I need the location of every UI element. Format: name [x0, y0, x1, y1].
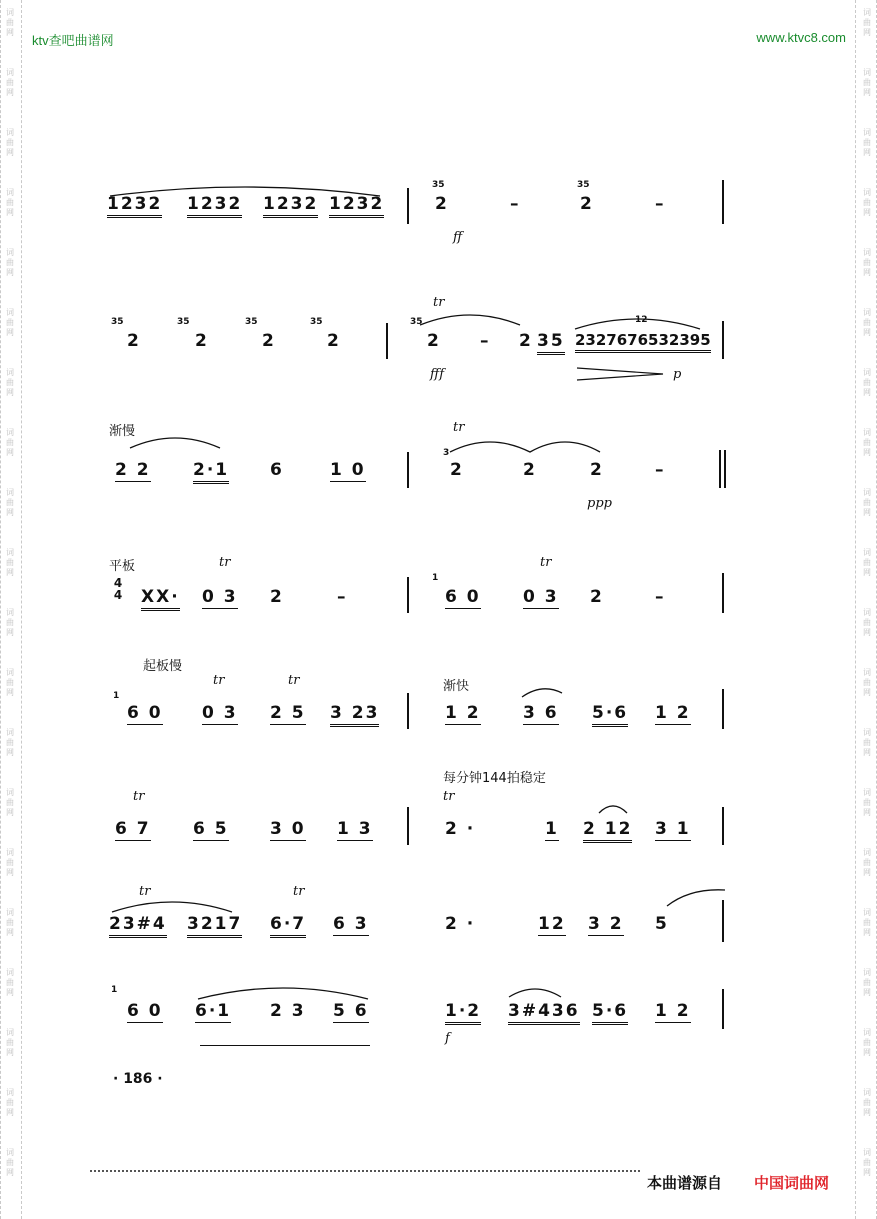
- note: 6: [270, 460, 284, 480]
- footer-source: 本曲谱源自: [647, 1174, 723, 1192]
- trill-mark: tr: [443, 789, 455, 804]
- grace-note: 3: [443, 448, 450, 458]
- note-group: 3 2: [588, 914, 624, 934]
- note: 2: [195, 331, 209, 351]
- score-row-6: [105, 765, 730, 845]
- note-group: 3 0: [270, 819, 306, 839]
- note-group: 6 3: [333, 914, 369, 934]
- note-group: 1 2: [655, 1001, 691, 1021]
- grace-note: 35: [577, 180, 590, 190]
- watermark-glyph: 词 曲 网: [863, 128, 871, 157]
- dash: –: [510, 194, 521, 214]
- site-url-right[interactable]: www.ktvc8.com: [756, 30, 846, 45]
- trill-mark: tr: [453, 420, 465, 435]
- note-group: 6·7: [270, 914, 306, 938]
- tempo-label: 平板: [109, 559, 136, 574]
- note-group: 1232: [263, 194, 318, 218]
- dash: –: [337, 587, 348, 607]
- note-group: 0 3: [523, 587, 559, 607]
- note: 2: [262, 331, 276, 351]
- score-row-7: [105, 880, 730, 960]
- note-group: 2 5: [270, 703, 306, 723]
- score-row-3: [105, 420, 730, 511]
- trill-mark: tr: [540, 555, 552, 570]
- note-run: 2327676532395: [575, 331, 711, 353]
- barline: [722, 989, 724, 1029]
- watermark-glyph: 词 曲 网: [6, 428, 14, 457]
- note: 2: [523, 460, 537, 480]
- note-group: 5·6: [592, 703, 628, 727]
- dynamic-mark: ppp: [587, 496, 612, 511]
- grace-note: 1: [111, 985, 118, 995]
- note-group: 0 3: [202, 587, 238, 607]
- watermark-glyph: 词 曲 网: [863, 428, 871, 457]
- note: 2 ·: [445, 914, 476, 934]
- score-row-5: [105, 655, 730, 735]
- watermark-glyph: 词 曲 网: [6, 728, 14, 757]
- note: 2: [580, 194, 594, 214]
- note-group: 3 23: [330, 703, 379, 727]
- note-group: 3#436: [508, 1001, 580, 1025]
- page-number: · 186 ·: [113, 1071, 163, 1087]
- note-group: 6 7: [115, 819, 151, 839]
- watermark-glyph: 词 曲 网: [6, 188, 14, 217]
- watermark-glyph: 词 曲 网: [863, 848, 871, 877]
- note-group: 5·6: [592, 1001, 628, 1025]
- barline: [722, 321, 724, 359]
- grace-note: 35: [177, 317, 190, 327]
- tempo-label: 起板慢: [143, 659, 183, 674]
- watermark-glyph: 词 曲 网: [863, 248, 871, 277]
- note-group: 3 6: [523, 703, 559, 723]
- note-group: 2 12: [583, 819, 632, 843]
- note: 2: [450, 460, 464, 480]
- watermark-glyph: 词 曲 网: [863, 488, 871, 517]
- watermark-glyph: 词 曲 网: [6, 308, 14, 337]
- trill-mark: tr: [433, 295, 445, 310]
- watermark-glyph: 词 曲 网: [863, 608, 871, 637]
- watermark-glyph: 词 曲 网: [863, 188, 871, 217]
- barline: [722, 900, 724, 942]
- score-row-4: [105, 555, 730, 635]
- footer-brand[interactable]: 中国词曲网: [754, 1174, 830, 1192]
- watermark-glyph: 词 曲 网: [6, 968, 14, 997]
- note: 2: [427, 331, 441, 351]
- grace-note: 35: [245, 317, 258, 327]
- note-group: 5 6: [333, 1001, 369, 1021]
- barline: [722, 573, 724, 613]
- note-group: XX·: [141, 587, 180, 611]
- trill-mark: tr: [213, 673, 225, 688]
- dynamic-mark: ff: [453, 230, 463, 245]
- note: 1: [545, 819, 559, 839]
- note-group: 35: [537, 331, 565, 355]
- note-group: 6 0: [445, 587, 481, 607]
- note-group: 1 3: [337, 819, 373, 839]
- note-group: 2 3: [270, 1001, 306, 1021]
- watermark-glyph: 词 曲 网: [863, 728, 871, 757]
- grace-note: 1: [113, 691, 120, 701]
- barline: [719, 450, 721, 488]
- note: 2: [590, 587, 604, 607]
- note: 2: [435, 194, 449, 214]
- note-group: 1 2: [655, 703, 691, 723]
- grace-note: 35: [310, 317, 323, 327]
- watermark-glyph: 词 曲 网: [6, 68, 14, 97]
- barline: [407, 188, 409, 224]
- dynamic-mark: f: [445, 1031, 450, 1046]
- watermark-glyph: 词 曲 网: [6, 1088, 14, 1117]
- note-group: 2 2: [115, 460, 151, 480]
- dash: –: [480, 331, 491, 351]
- note-group: 1232: [329, 194, 384, 218]
- tuplet-number: 12: [635, 315, 648, 325]
- watermark-glyph: 词 曲 网: [6, 608, 14, 637]
- watermark-glyph: 词 曲 网: [863, 68, 871, 97]
- note-group: 3 1: [655, 819, 691, 839]
- note: 2: [327, 331, 341, 351]
- watermark-glyph: 词 曲 网: [863, 788, 871, 817]
- dash: –: [655, 194, 666, 214]
- score-row-2: [105, 295, 730, 385]
- footer-divider: [90, 1170, 640, 1172]
- watermark-glyph: 词 曲 网: [863, 1088, 871, 1117]
- note: 2: [127, 331, 141, 351]
- barline: [407, 807, 409, 845]
- note: 5: [655, 914, 669, 934]
- watermark-glyph: 词 曲 网: [863, 968, 871, 997]
- barline: [722, 180, 724, 224]
- tempo-label-right: 渐快: [443, 679, 470, 694]
- watermark-glyph: 词 曲 网: [6, 128, 14, 157]
- note-group: 6 0: [127, 703, 163, 723]
- note-group: 1·2: [445, 1001, 481, 1025]
- watermark-glyph: 词 曲 网: [6, 1028, 14, 1057]
- barline: [407, 693, 409, 729]
- trill-mark: tr: [288, 673, 300, 688]
- watermark-glyph: 词 曲 网: [6, 668, 14, 697]
- watermark-glyph: 词 曲 网: [6, 548, 14, 577]
- tempo-label: 渐慢: [109, 424, 136, 439]
- barline: [386, 323, 388, 359]
- watermark-glyph: 词 曲 网: [6, 908, 14, 937]
- note: 2 ·: [445, 819, 476, 839]
- trill-mark: tr: [293, 884, 305, 899]
- tempo-text: 每分钟144拍稳定: [443, 771, 546, 786]
- watermark-glyph: 词 曲 网: [863, 308, 871, 337]
- note-group: 1232: [107, 194, 162, 218]
- dash: –: [655, 460, 666, 480]
- note-group: 6 5: [193, 819, 229, 839]
- grace-note: 35: [111, 317, 124, 327]
- trill-mark: tr: [219, 555, 231, 570]
- trill-mark: tr: [133, 789, 145, 804]
- watermark-glyph: 词 曲 网: [6, 788, 14, 817]
- note-group: 23#4: [109, 914, 167, 938]
- grace-note: 35: [410, 317, 423, 327]
- note-group: 1 2: [445, 703, 481, 723]
- watermark-glyph: 词 曲 网: [863, 1148, 871, 1177]
- watermark-glyph: 词 曲 网: [863, 668, 871, 697]
- note: 2: [590, 460, 604, 480]
- note-group: 3217: [187, 914, 242, 938]
- watermark-glyph: 词 曲 网: [863, 908, 871, 937]
- grace-note: 1: [432, 573, 439, 583]
- watermark-glyph: 词 曲 网: [6, 1148, 14, 1177]
- note: 2: [519, 331, 533, 351]
- score-row-1: [105, 170, 730, 250]
- watermark-glyph: 词 曲 网: [6, 368, 14, 397]
- watermark-glyph: 词 曲 网: [6, 848, 14, 877]
- time-signature: 4 4: [113, 576, 125, 602]
- note-group: 6·1: [195, 1001, 232, 1021]
- barline: [724, 450, 726, 488]
- dash: –: [655, 587, 666, 607]
- barline: [722, 689, 724, 729]
- note-group: 0 3: [202, 703, 238, 723]
- barline: [722, 807, 724, 845]
- note-group: 1232: [187, 194, 242, 218]
- watermark-glyph: 词 曲 网: [863, 548, 871, 577]
- watermark-glyph: 词 曲 网: [863, 1028, 871, 1057]
- watermark-glyph: 词 曲 网: [6, 488, 14, 517]
- site-name-left[interactable]: ktv查吧曲谱网: [32, 33, 114, 48]
- grace-note: 35: [432, 180, 445, 190]
- watermark-glyph: 词 曲 网: [6, 8, 14, 37]
- dynamic-mark-end: p: [673, 367, 682, 382]
- note-group: 1 0: [330, 460, 366, 480]
- dynamic-mark: fff: [430, 367, 445, 382]
- note-group: 6 0: [127, 1001, 163, 1021]
- crescendo-line: [200, 1045, 370, 1046]
- trill-mark: tr: [139, 884, 151, 899]
- watermark-glyph: 词 曲 网: [6, 248, 14, 277]
- note-group: 12: [538, 914, 566, 934]
- score-row-8: [105, 975, 730, 1055]
- note: 2: [270, 587, 284, 607]
- watermark-glyph: 词 曲 网: [863, 368, 871, 397]
- watermark-glyph: 词 曲 网: [863, 8, 871, 37]
- barline: [407, 452, 409, 488]
- barline: [407, 577, 409, 613]
- note-group: 2·1: [193, 460, 229, 484]
